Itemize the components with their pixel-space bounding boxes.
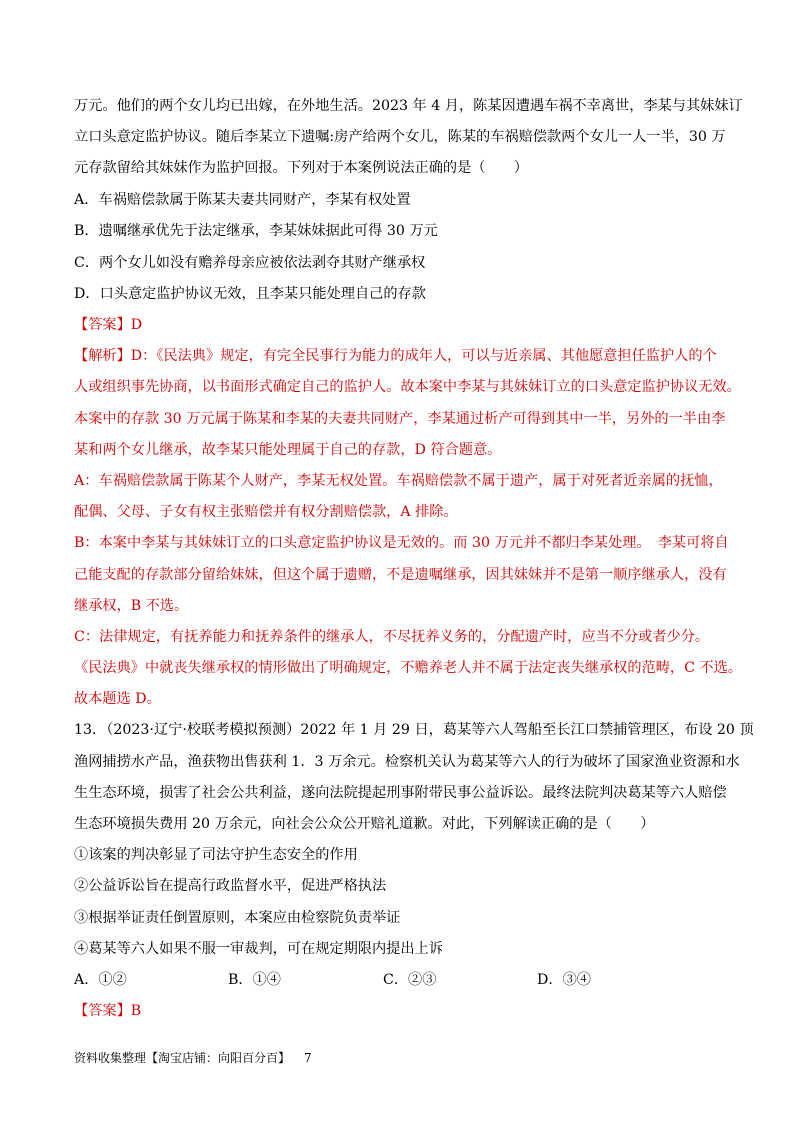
statement-4: ④葛某等六人如果不服一审裁判，可在规定期限内提出上诉	[74, 941, 443, 957]
option-d: D．口头意定监护协议无效，且李某只能处理自己的存款	[74, 286, 426, 302]
analysis-line: 故本题选 D。	[74, 691, 161, 707]
analysis-line: C：法律规定，有抚养能力和抚养条件的继承人，不尽抚养义务的，分配遗产时，应当不分或者少分。	[74, 629, 710, 645]
choice-d: D．③④	[537, 972, 591, 988]
analysis-line: 某和两个女儿继承，故李某只能处理属于自己的存款，D 符合题意。	[74, 442, 502, 458]
footer-text: 资料收集整理【淘宝店铺：向阳百分百】	[74, 1051, 291, 1065]
choice-b: B．①④	[228, 972, 281, 988]
answer-label: 【答案】D	[74, 317, 143, 333]
statement-3: ③根据举证责任倒置原则，本案应由检察院负责举证	[74, 910, 401, 926]
question-text-line: 元存款留给其妹妹作为监护回报。下列对于本案例说法正确的是（ ）	[74, 160, 529, 176]
analysis-line: 配偶、父母、子女有权主张赔偿并有权分割赔偿款，A 排除。	[74, 504, 458, 520]
page-footer	[74, 1050, 312, 1066]
analysis-line: 己能支配的存款部分留给妹妹，但这个属于遗赠，不是遗嘱继承，因其妹妹并不是第一顺序继承人，没有	[74, 567, 727, 583]
question-13-line: 13．（2023·辽宁·校联考模拟预测）2022 年 1 月 29 日，葛某等六人驾船至长江口禁捕管理区，布设 20 顶	[74, 722, 754, 738]
statement-2: ②公益诉讼旨在提高行政监督水平，促进严格执法	[74, 878, 387, 894]
option-a: A．车祸赔偿款属于陈某夫妻共同财产，李某有权处置	[74, 192, 411, 208]
analysis-line: A：车祸赔偿款属于陈某个人财产，李某无权处置。车祸赔偿款不属于遗产，属于对死者近亲属的抚恤，	[74, 473, 723, 489]
question-text-line: 立口头意定监护协议。随后李某立下遗嘱:房产给两个女儿，陈某的车祸赔偿款两个女儿一人一半，30 万	[74, 129, 726, 145]
option-c: C．两个女儿如没有赡养母亲应被依法剥夺其财产继承权	[74, 255, 426, 271]
analysis-line: 《民法典》中就丧失继承权的情形做出了明确规定，不赡养老人并不属于法定丧失继承权的范畴，C 不选。	[74, 660, 742, 676]
analysis-line: 【解析】D：《民法典》规定，有完全民事行为能力的成年人，可以与近亲属、其他愿意担任监护人的个	[74, 348, 717, 364]
analysis-line: B：本案中李某与其妹妹订立的口头意定监护协议是无效的。而 30 万元并不都归李某处理。 李某可将自	[74, 535, 729, 551]
analysis-line: 继承权，B 不选。	[74, 598, 189, 614]
option-b: B．遗嘱继承优先于法定继承，李某妹妹据此可得 30 万元	[74, 223, 438, 239]
page-number: 7	[304, 1051, 312, 1065]
question-13-line: 渔网捕捞水产品，渔获物出售获利 1．3 万余元。检察机关认为葛某等六人的行为破坏了国家渔业资源和水	[74, 754, 740, 770]
choice-a: A．①②	[74, 972, 127, 988]
analysis-line: 人或组织事先协商，以书面形式确定自己的监护人。故本案中李某与其妹妹订立的口头意定监护协议无效。	[74, 379, 741, 395]
question-13-line: 生态环境损失费用 20 万余元，向社会公众公开赔礼道歉。对此，下列解读正确的是（ ）	[74, 816, 655, 832]
analysis-line: 本案中的存款 30 万元属于陈某和李某的夫妻共同财产，李某通过析产可得到其中一半，另外的一半由李	[74, 411, 726, 427]
choice-c: C．②③	[383, 972, 437, 988]
answer-label: 【答案】B	[74, 1003, 142, 1019]
question-13-line: 生生态环境，损害了社会公共利益，遂向法院提起刑事附带民事公益诉讼。最终法院判决葛某等六人赔偿	[74, 785, 727, 801]
question-text-line: 万元。他们的两个女儿均已出嫁，在外地生活。2023 年 4 月，陈某因遭遇车祸不幸离世，李某与其妹妹订	[74, 98, 743, 114]
statement-1: ①该案的判决彰显了司法守护生态安全的作用	[74, 847, 358, 863]
